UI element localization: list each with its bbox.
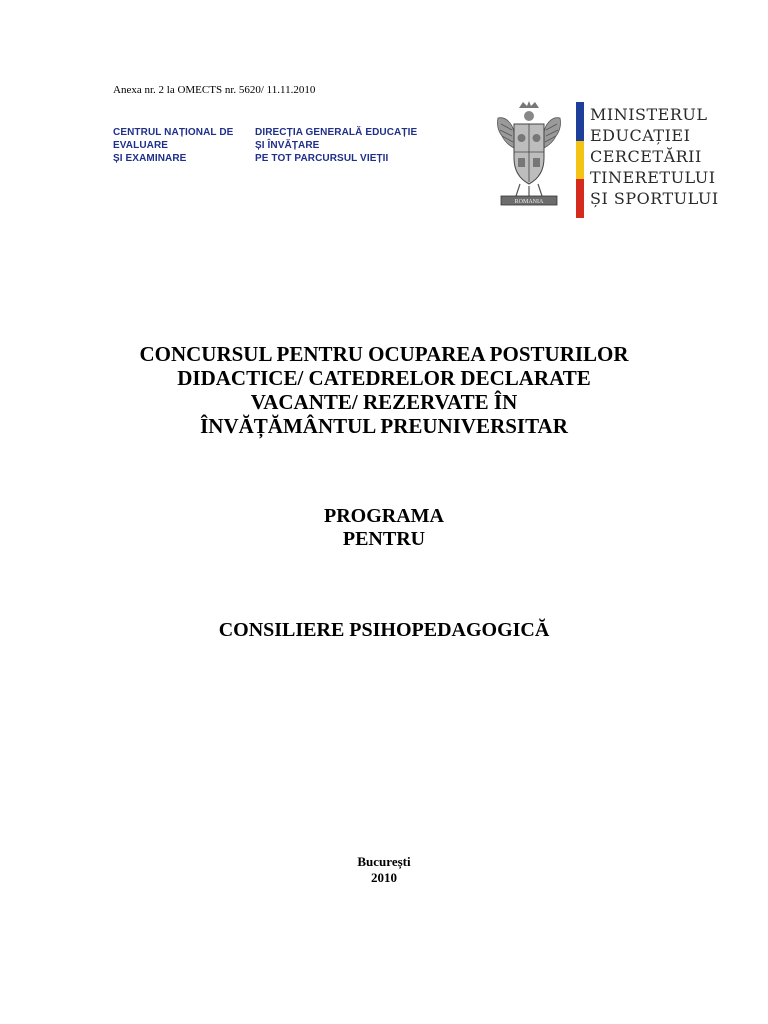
cnee-line-1: CENTRUL NAȚIONAL DE [113,127,234,138]
programa-heading [0,505,768,551]
crest-ribbon-text: ROMANIA [514,199,544,205]
ministry-line-2: EDUCAȚIEI [590,126,691,145]
ministry-name [590,104,719,209]
dgeitv-org-name [255,126,417,165]
document-title [0,342,768,438]
ministry-line-4: TINERETULUI [590,168,716,187]
flag-blue-stripe [576,102,584,141]
romanian-flag-bar [576,102,584,218]
ministry-line-1: MINISTERUL [590,105,708,124]
title-line-2: DIDACTICE/ CATEDRELOR DECLARATE [177,366,591,390]
coat-of-arms-icon [492,100,566,212]
flag-red-stripe [576,179,584,218]
dgeitv-line-1: DIRECȚIA GENERALĂ EDUCAȚIE [255,127,418,138]
year: 2010 [371,870,397,885]
flag-yellow-stripe [576,141,584,180]
dgeitv-line-2: ȘI ÎNVĂȚARE [255,140,320,151]
programa-line-1: PROGRAMA [324,505,444,527]
dgeitv-line-3: PE TOT PARCURSUL VIEȚII [255,153,389,164]
title-line-3: VACANTE/ REZERVATE ÎN [250,390,518,414]
place-and-date [0,854,768,886]
title-line-1: CONCURSUL PENTRU OCUPAREA POSTURILOR [139,342,629,366]
title-line-4: ÎNVĂȚĂMÂNTUL PREUNIVERSITAR [200,414,568,438]
cnee-line-2: EVALUARE [113,140,169,151]
programa-line-2: PENTRU [342,528,426,550]
annex-reference: Anexa nr. 2 la OMECTS nr. 5620/ 11.11.2010 [113,84,316,96]
ministry-line-5: ȘI SPORTULUI [590,189,719,208]
city: București [357,854,411,869]
cnee-line-3: ȘI EXAMINARE [113,153,187,164]
ministry-line-3: CERCETĂRII [590,147,702,166]
cnee-org-name [113,126,233,165]
subject-heading: CONSILIERE PSIHOPEDAGOGICĂ [218,619,550,641]
